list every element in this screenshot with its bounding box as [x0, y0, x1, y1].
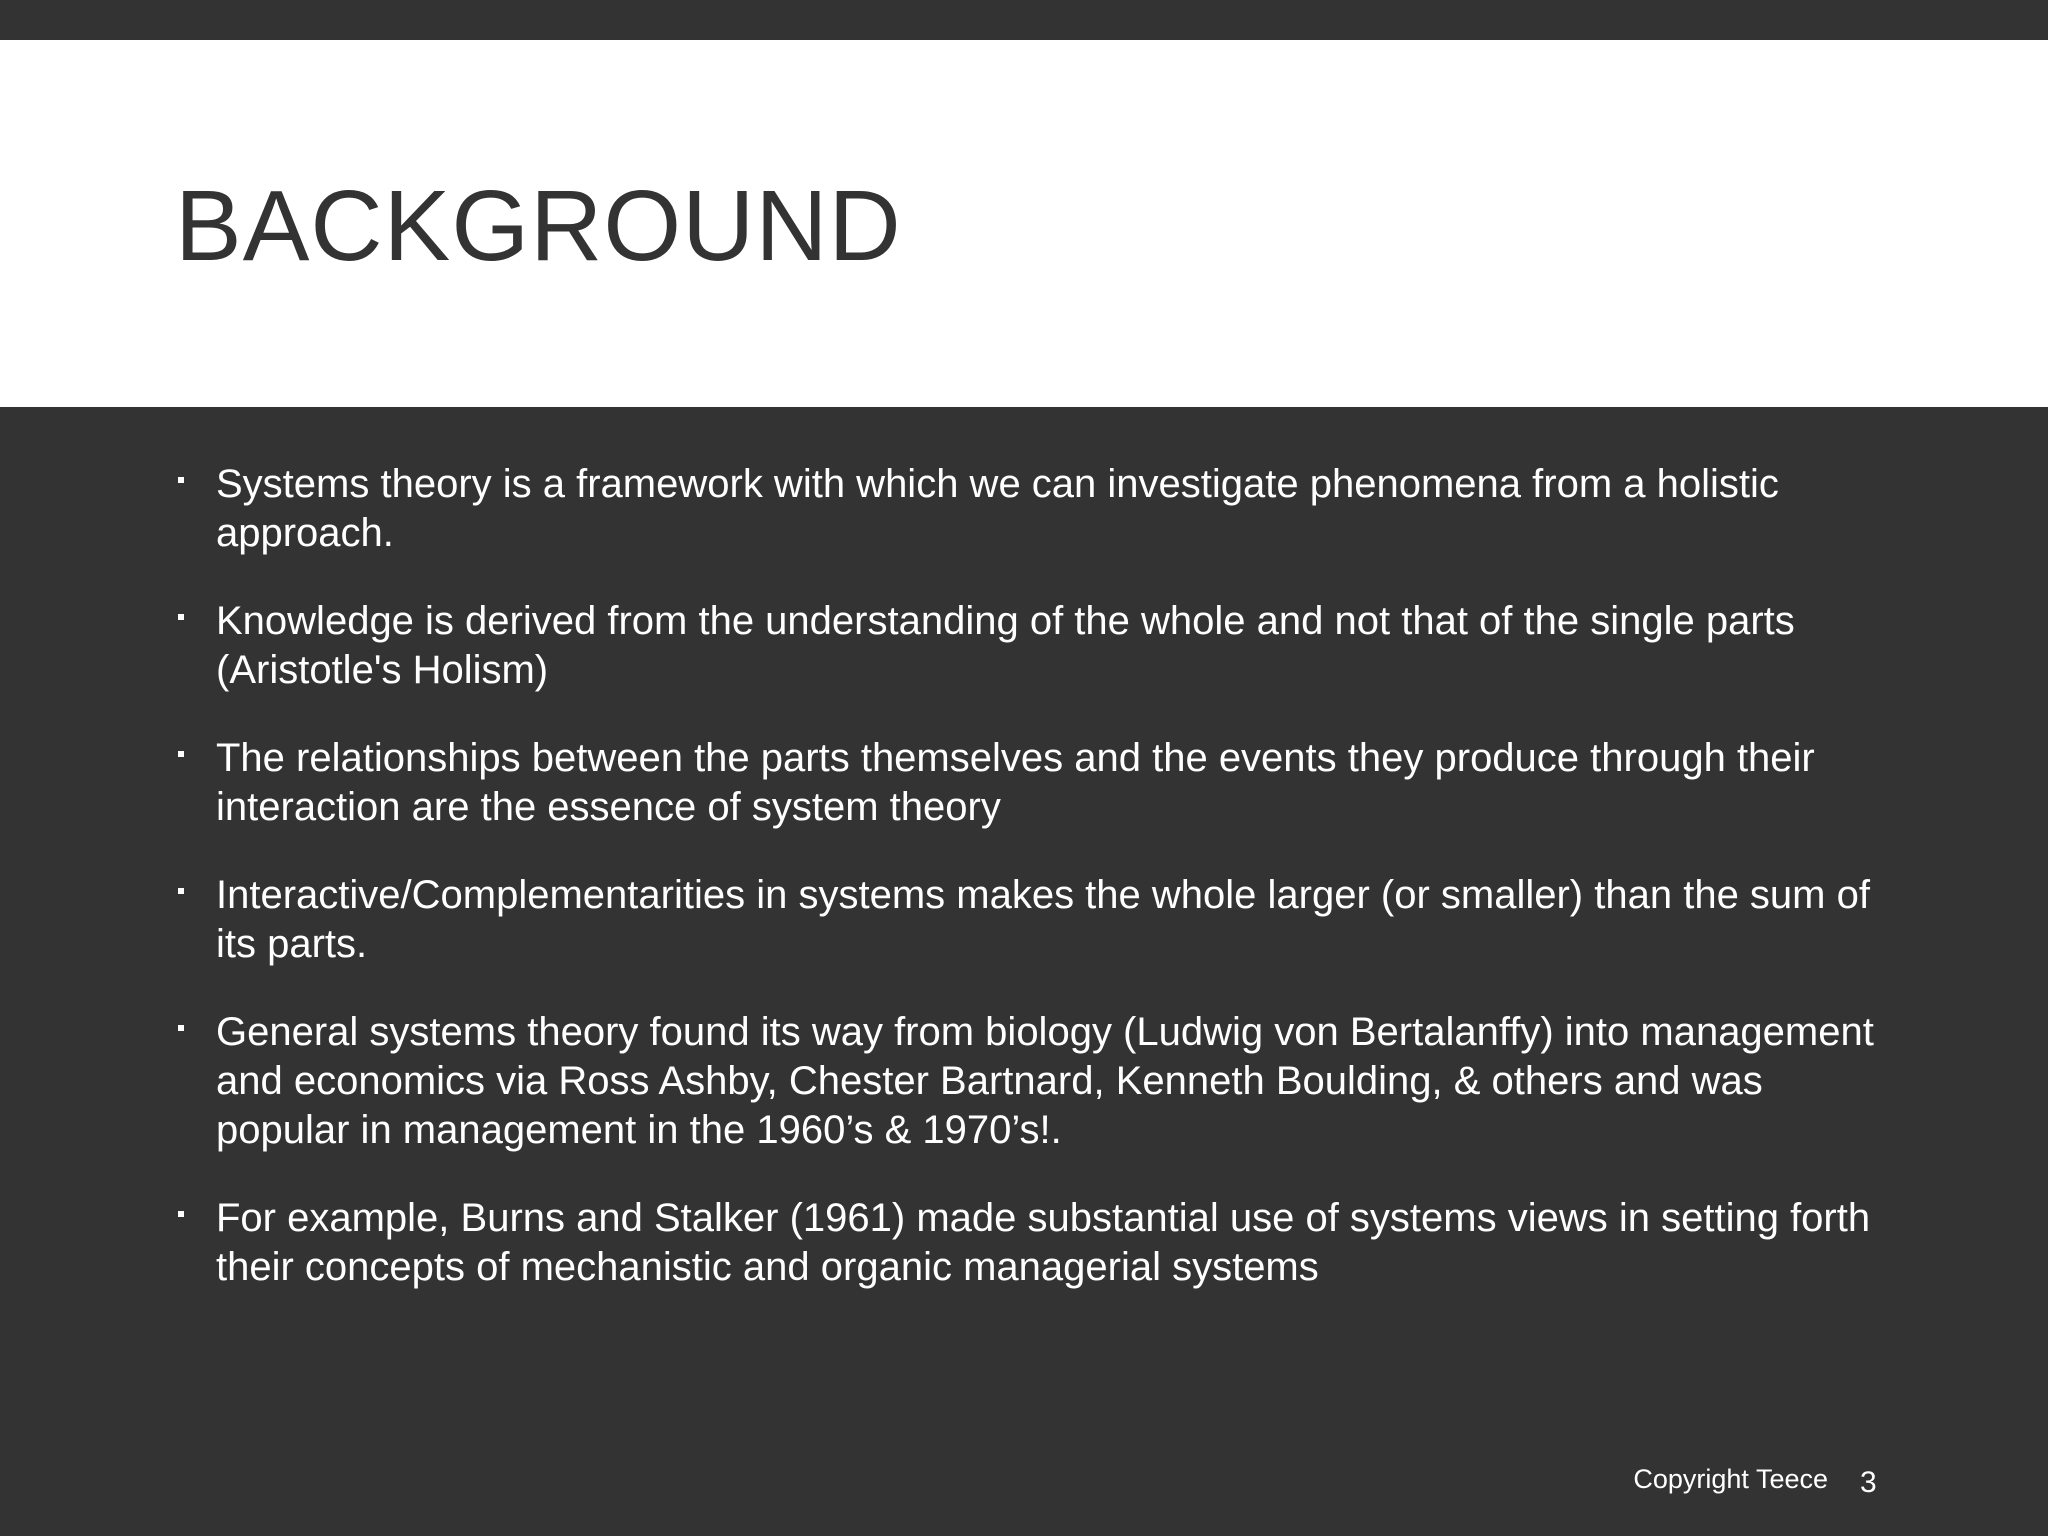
- copyright-text: Copyright Teece: [1633, 1464, 1828, 1494]
- bullet-item: [175, 1008, 1875, 1155]
- bullet-text: The relationships between the parts themselves and the events they produce through their interaction are the essence of system theory: [216, 736, 1815, 829]
- bullet-text: Systems theory is a framework with which we can investigate phenomena from a holistic approach.: [216, 462, 1779, 555]
- bullet-item: [175, 871, 1875, 969]
- square-bullet-icon: [178, 1211, 184, 1217]
- slide-title: BACKGROUND: [175, 170, 902, 282]
- square-bullet-icon: [178, 614, 184, 620]
- bullet-item: [175, 460, 1875, 558]
- top-strip: [0, 0, 2048, 40]
- bullet-item: [175, 597, 1875, 695]
- slide-content: [175, 460, 1875, 1331]
- bullet-item: [175, 734, 1875, 832]
- page-number: 3: [1860, 1466, 1877, 1499]
- bullet-text: General systems theory found its way from biology (Ludwig von Bertalanffy) into management and economics via Ross Ashby, Chester Bartnard, Kenneth Boulding, & others and was popular in management in the 1960’s & 1970’s!.: [216, 1010, 1874, 1152]
- slide-footer: [0, 1462, 2048, 1502]
- bullet-text: Knowledge is derived from the understanding of the whole and not that of the single parts (Aristotle's Holism): [216, 599, 1795, 692]
- bullet-text: For example, Burns and Stalker (1961) made substantial use of systems views in setting forth their concepts of mechanistic and organic managerial systems: [216, 1196, 1871, 1289]
- square-bullet-icon: [178, 751, 184, 757]
- square-bullet-icon: [178, 477, 184, 483]
- bullet-list: [175, 460, 1875, 1292]
- bullet-item: [175, 1194, 1875, 1292]
- bullet-text: Interactive/Complementarities in systems makes the whole larger (or smaller) than the sum of its parts.: [216, 873, 1870, 966]
- square-bullet-icon: [178, 888, 184, 894]
- square-bullet-icon: [178, 1025, 184, 1031]
